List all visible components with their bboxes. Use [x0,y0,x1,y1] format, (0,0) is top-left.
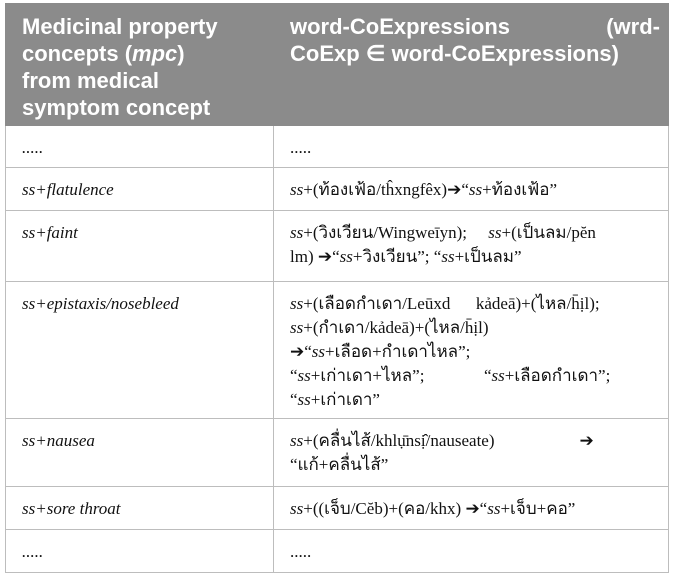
row-coexp-line: ss+(ท้องเฟ้อ/tĥxngfêx)➔“ss+ท้องเฟ้อ” [290,180,558,200]
row-concept [6,486,274,529]
row-coexp-line: ..... [290,138,312,157]
row-concept [6,168,274,211]
table-row [6,486,669,529]
row-coexp-line: ➔“ss+เลือด+กำเดาไหล”; [290,341,471,361]
row-coexp-line: “ss+เก่าเดา” [290,389,380,409]
row-coexp-line: “ss+เก่าเดา+ไหล”; “ss+เลือดกำเดา”; [290,365,611,385]
row-coexp-line: lm) ➔“ss+วิงเวียน”; “ss+เป็นลม” [290,247,522,267]
row-coexp-line: ss+((เจ็บ/Cĕb)+(คอ/khx) ➔“ss+เจ็บ+คอ” [290,498,576,518]
row-coexpressions [274,168,669,211]
table-row [6,126,669,168]
row-concept-text: ss+flatulence [22,180,114,200]
header-col2-line: CoExp ∈ word-CoExpressions) [290,41,619,66]
row-concept-text: ss+epistaxis/nosebleed [22,293,179,313]
table-row [6,281,669,419]
row-coexp-line: ..... [290,541,312,561]
header-col1-line: from medical [22,68,159,93]
table-row [6,168,669,211]
row-coexp-line: ss+(คลื่นไส้/khlụ̄nsị̂/nauseate) ➔ [290,431,594,451]
header-col1-line: Medicinal property [22,14,218,39]
row-coexpressions [274,281,669,419]
row-coexp-line: ss+(เลือดกำเดา/Leūxd kảdeā)+(ไหล/h̄ịl); [290,293,600,313]
row-concept-text: ..... [22,138,44,157]
header-col1-abbr: mpc [132,41,178,66]
row-coexpressions [274,419,669,486]
header-col1-line: symptom concept [22,95,211,120]
row-concept [6,281,274,419]
header-col2 [274,4,669,126]
row-coexpressions [274,126,669,168]
header-col2-line: word-CoExpressions (wrd- [290,14,660,39]
property-table [5,3,669,573]
row-coexp-line: ss+(กำเดา/kảdeā)+(ไหล/h̄ịl) [290,317,489,337]
row-concept [6,211,274,281]
row-concept [6,419,274,486]
row-coexpressions [274,529,669,572]
header-col1 [6,4,274,126]
table-row [6,211,669,281]
table-row [6,529,669,572]
row-concept-text: ss+nausea [22,431,95,451]
row-coexpressions [274,211,669,281]
header-row [6,4,669,126]
table-row [6,419,669,486]
header-col1-line: concepts (mpc) [22,41,185,66]
row-coexp-line: ss+(วิงเวียน/Wingweīyn); ss+(เป็นลม/pĕn [290,223,596,243]
row-coexp-line: “แก้+คลื่นไส้” [290,455,389,475]
row-concept-text: ..... [22,541,44,561]
row-coexpressions [274,486,669,529]
row-concept-text: ss+faint [22,223,78,243]
row-concept [6,529,274,572]
row-concept [6,126,274,168]
row-concept-text: ss+sore throat [22,498,121,518]
